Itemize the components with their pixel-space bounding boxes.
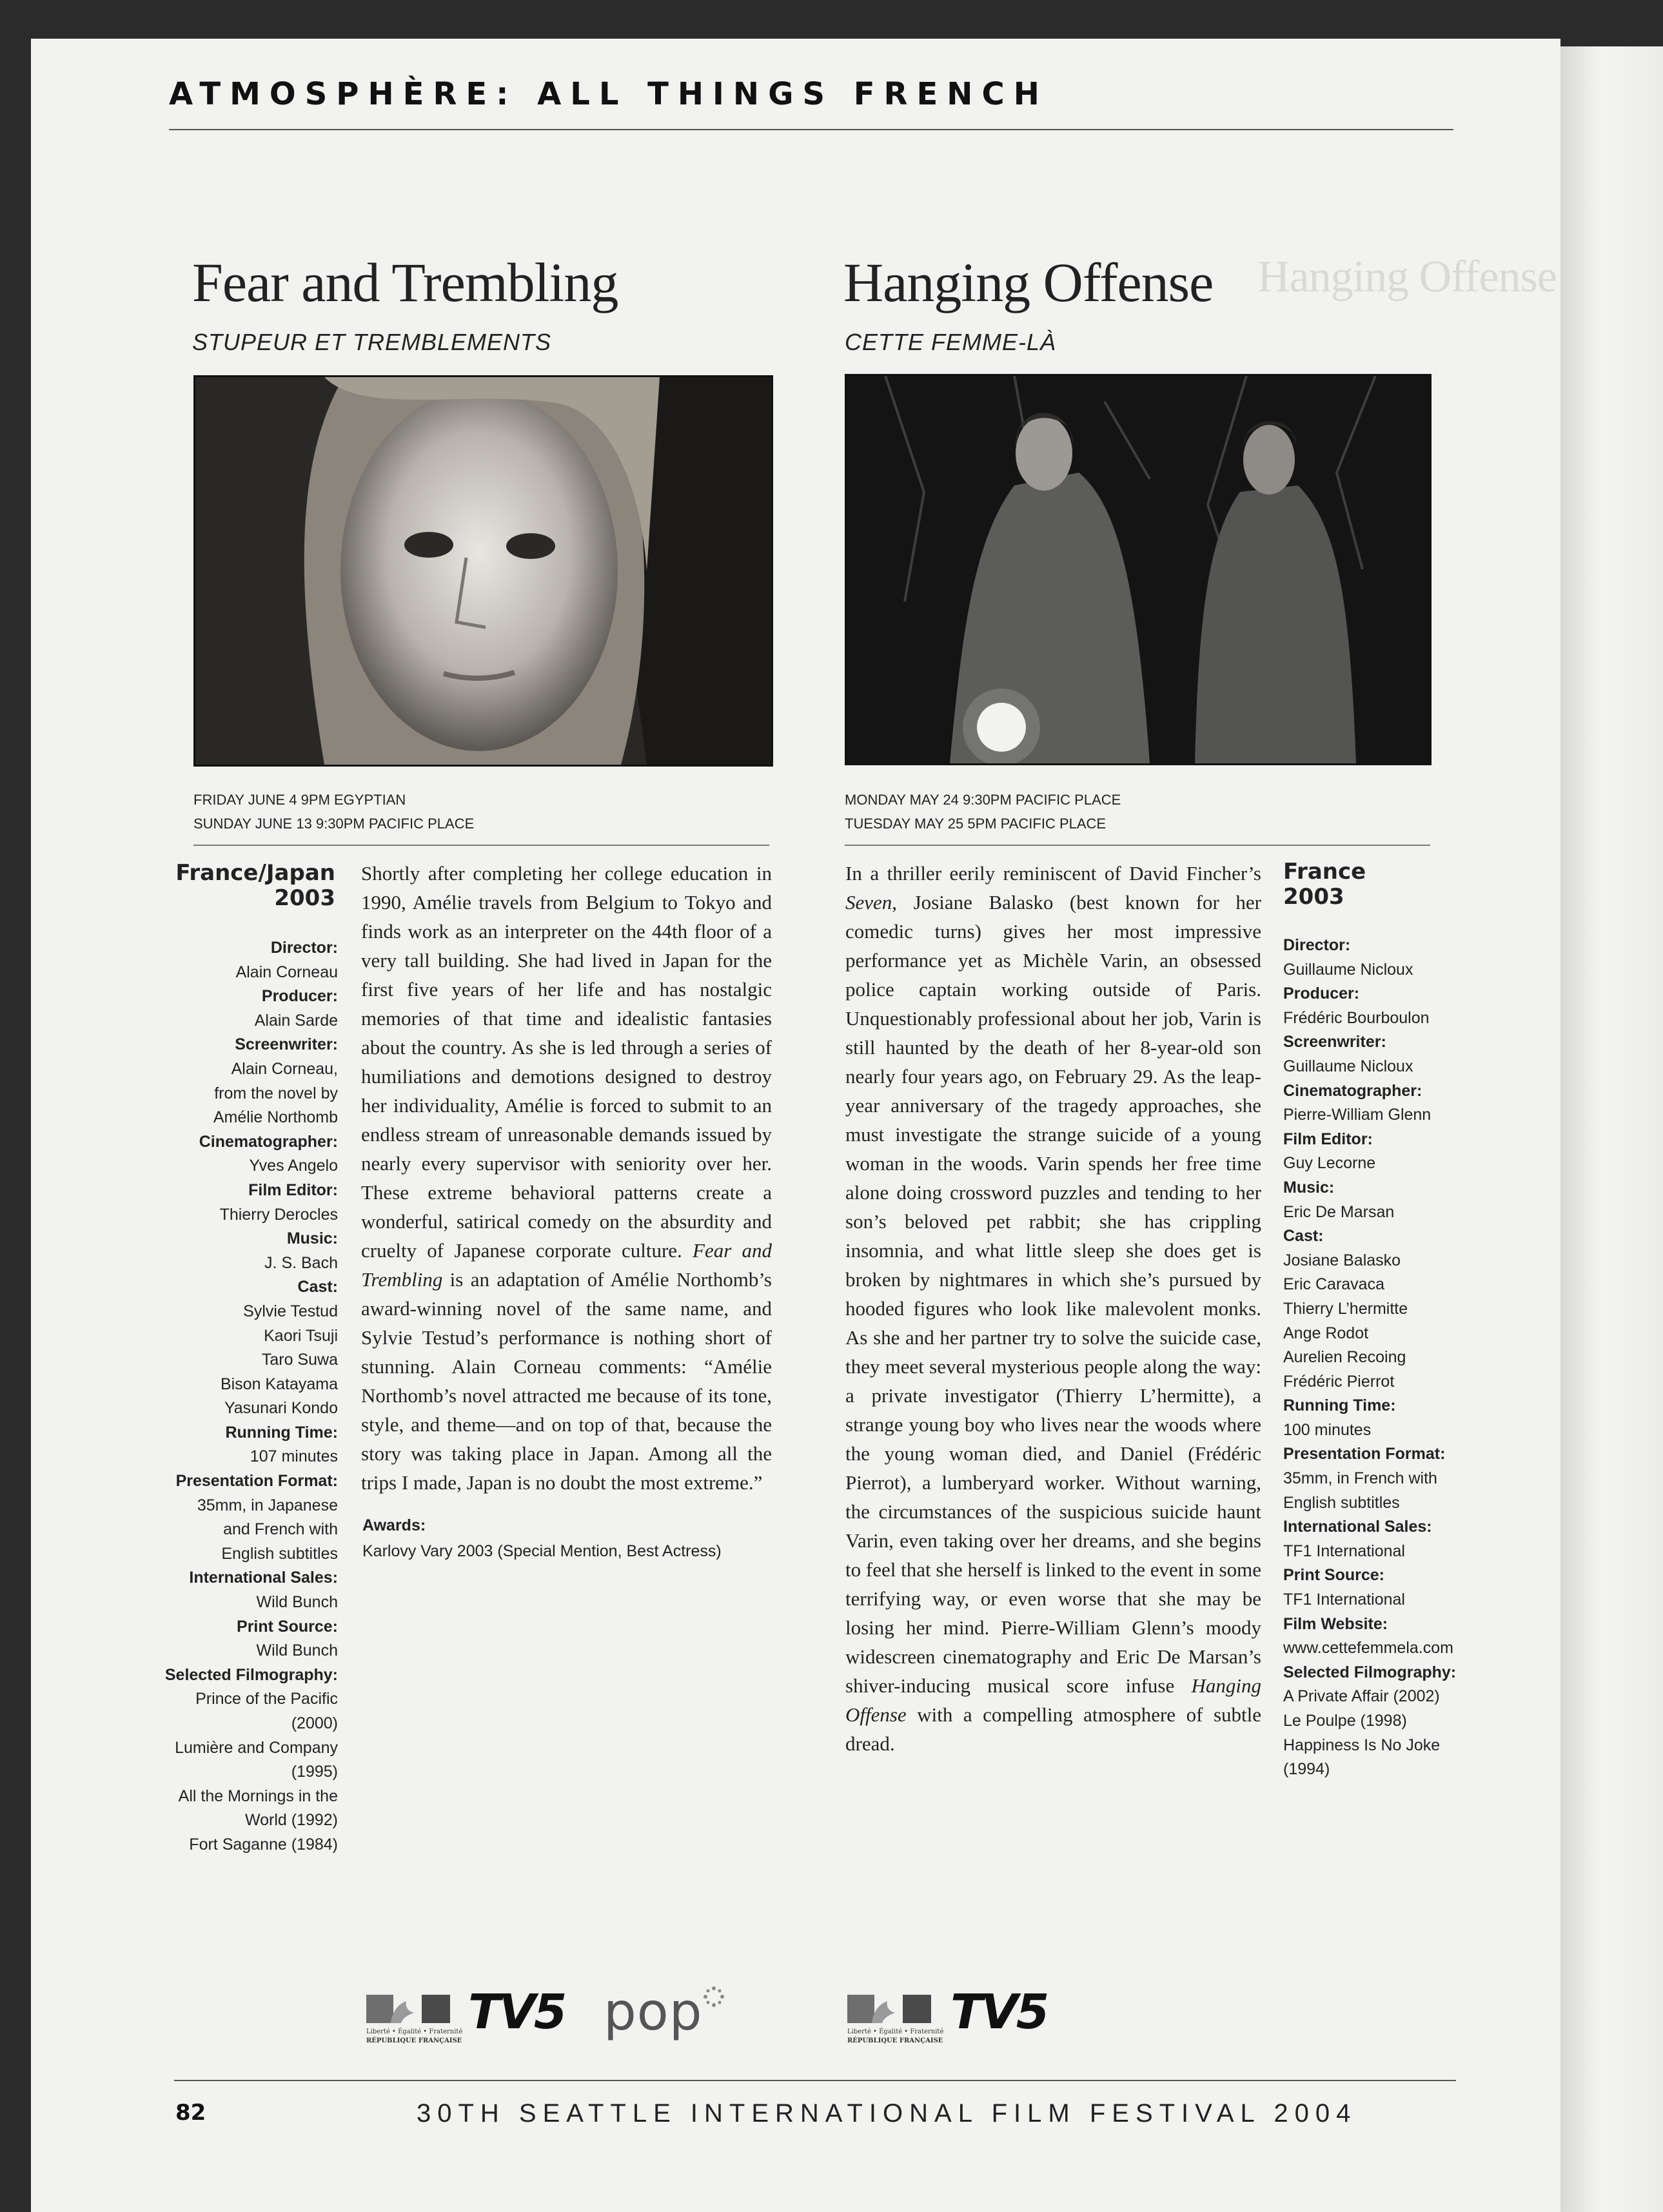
credit-label: Screenwriter:: [1283, 1033, 1386, 1052]
credit-value: Guillaume Nicloux: [1283, 960, 1413, 979]
credit-label: Selected Filmography:: [1283, 1663, 1457, 1681]
credit-value: TF1 International: [1283, 1590, 1405, 1609]
credit-value: Alain Corneau: [235, 963, 338, 981]
credit-value: 107 minutes: [250, 1447, 338, 1466]
credit-value: and French with: [223, 1520, 338, 1539]
festival-name: 30TH SEATTLE INTERNATIONAL FILM FESTIVAL 2004: [417, 2099, 1357, 2128]
tv5-logo: TV5: [468, 1984, 566, 2040]
credit-label: Music:: [286, 1229, 338, 1248]
credit-value: Taro Suwa: [261, 1351, 338, 1369]
credit-value: 35mm, in Japanese: [197, 1496, 338, 1514]
credit-label: Cinematographer:: [199, 1132, 338, 1151]
credit-value: Prince of the Pacific: [195, 1690, 338, 1708]
screening-time: MONDAY MAY 24 9:30PM PACIFIC PLACE: [845, 792, 1121, 808]
credit-label: Print Source:: [1283, 1566, 1384, 1585]
credit-value: Aurelien Recoing: [1283, 1348, 1406, 1367]
film-credits: [116, 936, 338, 1857]
credit-label: Film Editor:: [1283, 1130, 1373, 1148]
credit-value: Kaori Tsuji: [264, 1326, 338, 1345]
republique-francaise-logo: [366, 1992, 463, 2044]
synopsis-text: In a thriller eerily reminiscent of David Fincher’s: [845, 862, 1261, 885]
credit-value: Sylvie Testud: [243, 1302, 338, 1320]
credit-value: A Private Affair (2002): [1283, 1687, 1440, 1706]
film-original-title: CETTE FEMME-LÀ: [845, 329, 1057, 355]
film-title: Hanging Offense: [843, 251, 1214, 313]
credit-label: Film Editor:: [248, 1180, 338, 1199]
republique-francaise-logo: [847, 1992, 944, 2044]
credit-label: Cinematographer:: [1283, 1081, 1422, 1100]
credit-value: English subtitles: [221, 1544, 338, 1563]
awards-label: Awards:: [362, 1516, 426, 1534]
credit-value: All the Mornings in the: [178, 1786, 338, 1805]
credit-label: Cast:: [1283, 1227, 1324, 1246]
credit-label: Producer:: [261, 987, 338, 1006]
film-title: Fear and Trembling: [192, 251, 618, 313]
marianne-flag-icon: [366, 1992, 450, 2026]
credit-label: Presentation Format:: [175, 1472, 338, 1491]
credit-value: (1995): [291, 1763, 338, 1781]
synopsis-italic-title: Seven: [845, 891, 892, 914]
screening-rule: [193, 845, 769, 846]
screening-time: SUNDAY JUNE 13 9:30PM PACIFIC PLACE: [193, 816, 475, 832]
film-year: 2003: [274, 885, 335, 911]
facing-page-edge: [1560, 46, 1663, 2212]
awards-text: Karlovy Vary 2003 (Special Mention, Best Actress): [362, 1542, 722, 1560]
credit-value: TF1 International: [1283, 1542, 1405, 1560]
credit-value: Guy Lecorne: [1283, 1154, 1376, 1173]
credit-value: Lumière and Company: [175, 1738, 338, 1757]
credit-label: International Sales:: [1283, 1518, 1432, 1536]
page-number: 82: [175, 2100, 206, 2126]
credit-value: Bison Katayama: [220, 1375, 338, 1393]
credit-value: English subtitles: [1283, 1493, 1400, 1512]
screening-rule: [845, 845, 1430, 846]
credit-label: Running Time:: [1283, 1396, 1396, 1415]
credit-value: (1994): [1283, 1760, 1330, 1779]
credit-label: Screenwriter:: [235, 1035, 338, 1054]
credit-label: Print Source:: [237, 1617, 338, 1636]
credit-value: Amélie Northomb: [213, 1108, 338, 1127]
film-country: France/Japan: [175, 860, 335, 886]
credit-value: Eric Caravaca: [1283, 1275, 1384, 1294]
credit-value: Eric De Marsan: [1283, 1202, 1395, 1221]
credit-value: Pierre-William Glenn: [1283, 1106, 1432, 1124]
synopsis-italic-title: Hanging Offense: [845, 1674, 1261, 1726]
rf-name: RÉPUBLIQUE FRANÇAISE: [847, 2037, 943, 2044]
credit-label: Producer:: [1283, 984, 1360, 1003]
synopsis-italic-title: Fear and Trembling: [361, 1239, 772, 1291]
rf-motto: Liberté • Égalité • Fraternité: [847, 2028, 944, 2035]
credit-value: Thierry L’hermitte: [1283, 1299, 1408, 1318]
header-rule: [169, 129, 1453, 130]
marianne-flag-icon: [847, 1992, 931, 2026]
credit-value: www.cettefemmela.com: [1283, 1639, 1453, 1658]
film-credits: [1283, 934, 1477, 1782]
film-still-photo: [845, 374, 1432, 765]
credit-value: Ange Rodot: [1283, 1324, 1369, 1342]
credit-value: Josiane Balasko: [1283, 1251, 1401, 1269]
footer-rule: [174, 2080, 1456, 2081]
credit-value: Guillaume Nicloux: [1283, 1057, 1413, 1075]
credit-value: Alain Sarde: [254, 1011, 338, 1030]
credit-value: Thierry Derocles: [219, 1205, 338, 1224]
credit-value: 35mm, in French with: [1283, 1469, 1437, 1488]
credit-value: Alain Corneau,: [231, 1059, 338, 1078]
credit-label: Presentation Format:: [1283, 1445, 1446, 1463]
rf-motto: Liberté • Égalité • Fraternité: [366, 2028, 463, 2035]
screening-time: TUESDAY MAY 25 5PM PACIFIC PLACE: [845, 816, 1107, 832]
bleed-through: Hanging Offense: [1257, 252, 1557, 302]
film-country: France: [1283, 859, 1366, 885]
credit-value: Wild Bunch: [256, 1593, 338, 1612]
credit-value: Fort Saganne (1984): [189, 1835, 338, 1854]
synopsis-text: with a compelling atmosphere of subtle dread.: [845, 1703, 1261, 1755]
section-title: ATMOSPHÈRE: ALL THINGS FRENCH: [169, 76, 1048, 112]
tv5-logo: TV5: [950, 1984, 1048, 2040]
credit-value: from the novel by: [214, 1084, 338, 1102]
film-synopsis: [361, 859, 772, 1497]
credit-label: Cast:: [297, 1278, 338, 1297]
synopsis-text: Shortly after completing her college education in 1990, Amélie travels from Belgium to Tokyo and finds work as an interpreter on the 44th floor of a very tall building. She had lived in Japan for the first five years of her life and has nostalgic memories of that time and idealistic fantasies about the country. As she is led through a series of humiliations and demotions designed to destroy her individuality, Amélie is forced to submit to an endless stream of unreasonable demands issued by nearly every supervisor with seniority over her. These extreme behavioral patterns create a wonderful, satirical comedy on the absurdity and cruelty of Japanese corporate culture.: [361, 862, 772, 1262]
credit-label: Director:: [1283, 936, 1351, 954]
credit-label: Film Website:: [1283, 1614, 1388, 1633]
rf-name: RÉPUBLIQUE FRANÇAISE: [366, 2037, 462, 2044]
portrait-illustration: [195, 377, 771, 765]
synopsis-text: is an adaptation of Amélie Northomb’s award-winning novel of the same name, and Sylvie Testud’s performance is nothing short of stunning. Alain Corneau comments: “Amélie Northomb’s novel attracted me because of its tone, style, and theme—and on top of that, because the story was taking place in Japan. Among all the trips I made, Japan is no doubt the most extreme.”: [361, 1268, 772, 1494]
credit-value: J. S. Bach: [264, 1253, 338, 1272]
credit-value: (2000): [291, 1714, 338, 1732]
credit-value: Le Poulpe (1998): [1283, 1712, 1407, 1730]
credit-value: Frédéric Pierrot: [1283, 1372, 1395, 1391]
credit-label: International Sales:: [189, 1569, 338, 1587]
pop-logo: pop: [604, 1982, 703, 2042]
screening-time: FRIDAY JUNE 4 9PM EGYPTIAN: [193, 792, 406, 808]
film-synopsis: [845, 859, 1261, 1758]
credit-value: Wild Bunch: [256, 1641, 338, 1660]
credit-value: Happiness Is No Joke: [1283, 1736, 1441, 1754]
pop-logo-sparkle-icon: [703, 1986, 725, 2011]
credit-label: Music:: [1283, 1178, 1335, 1197]
credit-value: Frédéric Bourboulon: [1283, 1008, 1430, 1027]
credit-label: Running Time:: [225, 1423, 338, 1442]
film-original-title: STUPEUR ET TREMBLEMENTS: [192, 329, 552, 355]
film-year: 2003: [1283, 884, 1344, 910]
credit-value: 100 minutes: [1283, 1420, 1372, 1439]
credit-label: Director:: [270, 939, 338, 957]
credit-value: Yves Angelo: [249, 1157, 338, 1175]
night-scene-illustration: [847, 376, 1430, 763]
credit-label: Selected Filmography:: [164, 1665, 338, 1684]
synopsis-text: , Josiane Balasko (best known for her comedic turns) gives her most impressive performance yet as Michèle Varin, an obsessed police captain working outside of Paris. Unquestionably professional about her job, Varin is still haunted by the death of her 8-year-old son nearly four years ago, on February 29. As the leap-year anniversary of the tragedy approaches, she must investigate the strange suicide of a young woman in the woods. Varin spends her free time alone doing crossword puzzles and tending to her son’s beloved pet rabbit; she has crippling insomnia, and what little sleep she does get is broken by nightmares in which she’s pursued by hooded figures who look like malevolent monks. As she and her partner try to solve the suicide case, they meet several mysterious people along the way: a private investigator (Thierry L’hermitte), a strange young boy who lives near the woods where the young woman died, and Daniel (Frédéric Pierrot), a lumberyard worker. Without warning, the circumstances of the suspicious suicide haunt Varin, even taking over her dreams, and she begins to feel that she herself is linked to the event in some terrifying way, or even worse that she may be losing her mind. Pierre-William Glenn’s moody widescreen cinematography and Eric De Marsan’s shiver-inducing musical score infuse: [845, 891, 1261, 1697]
film-still-photo: [193, 375, 773, 767]
credit-value: World (1992): [244, 1811, 338, 1830]
credit-value: Yasunari Kondo: [224, 1399, 338, 1418]
